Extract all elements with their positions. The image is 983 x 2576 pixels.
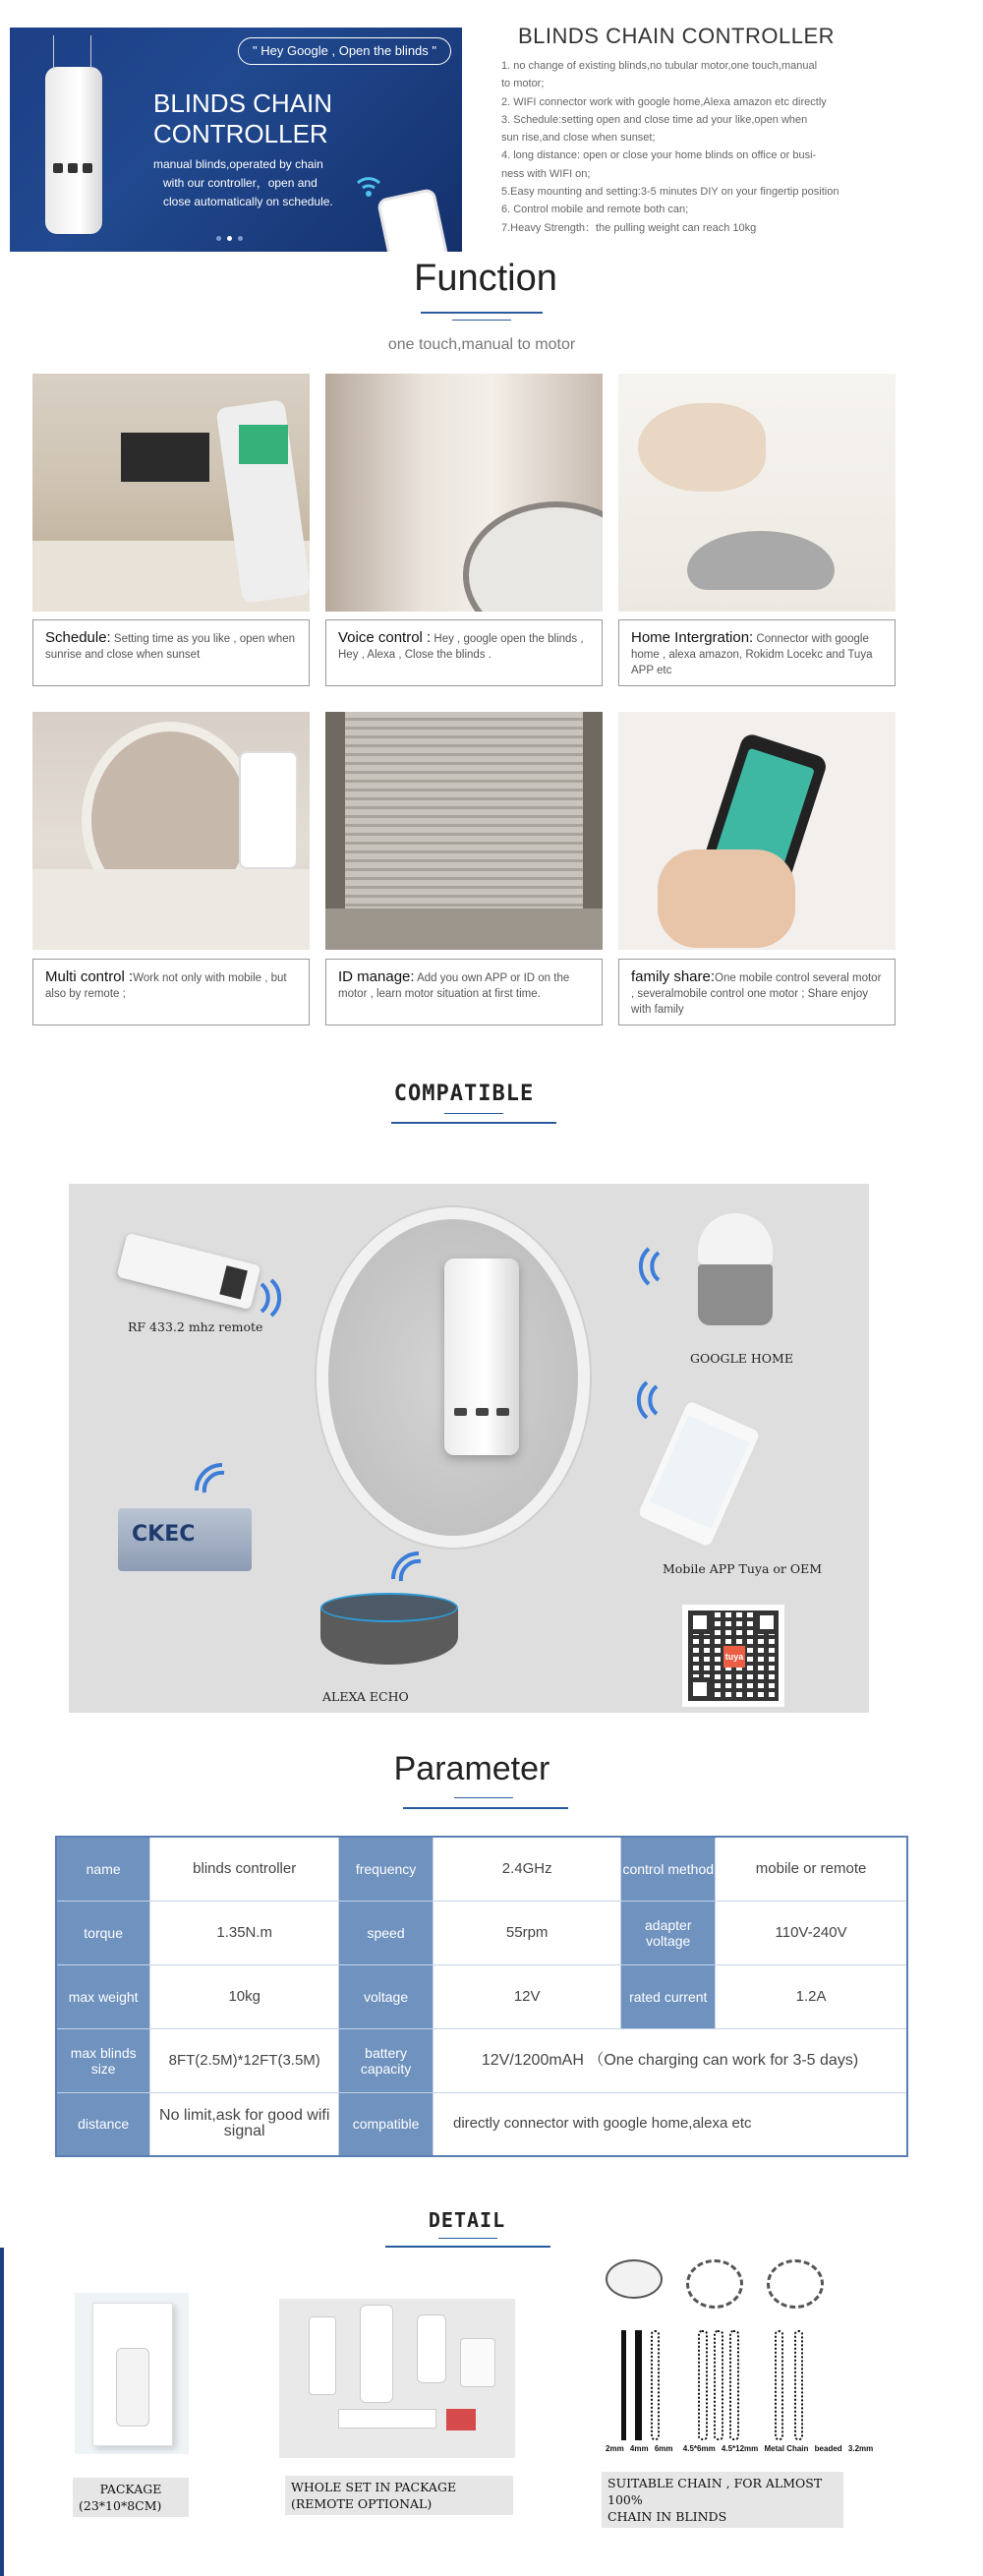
table-row: max blinds size 8FT(2.5M)*12FT(3.5M) battery capacity 12V/1200mAH （One charging can work for 3-5 days) (56, 2028, 907, 2092)
google-home-image (698, 1213, 773, 1329)
package-caption: PACKAGE (23*10*8CM) (73, 2478, 189, 2517)
function-heading: Function (414, 258, 557, 299)
table-row: distance No limit,ask for good wifi signal compatible directly connector with google home,alexa etc (56, 2092, 907, 2156)
id-manage-image (325, 712, 603, 950)
function-subheading: one touch,manual to motor (387, 336, 576, 353)
whole-set-caption: WHOLE SET IN PACKAGE (REMOTE OPTIONAL) (285, 2476, 513, 2515)
function-underline (421, 312, 543, 314)
family-share-caption: family share:One mobile control several motor , severalmobile control one motor ; Share enjoy with family (618, 959, 896, 1025)
controller-device-image (45, 67, 102, 234)
home-integration-caption: Home Intergration: Connector with google home , alexa amazon, Rokidm Locekc and Tuya APP etc (618, 619, 896, 686)
alexa-label: ALEXA ECHO (322, 1689, 409, 1704)
parameter-heading: Parameter (393, 1750, 550, 1787)
signal-icon (256, 1278, 289, 1317)
parameter-table (55, 1836, 908, 2157)
spec-list: 1. no change of existing blinds,no tubular motor,one touch,manual to motor; 2. WIFI connector work with google home,Alexa amazon etc directly 3. Schedule:setting open and close time ad your like,open when sun rise,and close when sunset; 4. long distance: open or close your home blinds on office or busi- ness with WIFI on; 5.Easy mounting and setting:3-5 minutes DIY on your fingertip position 6. Control mobile and remote both can; 7.Heavy Strength：the pulling weight can reach 10kg (501, 60, 839, 234)
chain-types-image: 2mm 4mm 6mm 4.5*6mm 4.5*12mm Metal Chain beaded 3.2mm (602, 2257, 857, 2464)
hero-description: manual blinds,operated by chain with our controller，open and close automatically on schedule. (153, 157, 333, 208)
table-row: torque 1.35N.m speed 55rpm adapter voltage 110V-240V (56, 1901, 907, 1964)
signal-icon (389, 1546, 429, 1585)
compatible-heading: COMPATIBLE (393, 1082, 535, 1106)
signal-icon (629, 1380, 663, 1420)
voice-control-image (325, 374, 603, 612)
hero-title: BLINDS CHAIN CONTROLLER (153, 88, 333, 148)
remote-label: RF 433.2 mhz remote (128, 1319, 263, 1334)
home-integration-image (618, 374, 896, 612)
multi-control-image (32, 712, 310, 950)
phone-image (376, 188, 453, 252)
whole-set-image (279, 2299, 515, 2458)
signal-icon (193, 1457, 232, 1496)
carousel-dots[interactable] (216, 236, 243, 241)
chain-caption: SUITABLE CHAIN , FOR ALMOST 100% CHAIN IN BLINDS (602, 2472, 843, 2528)
table-row: name blinds controller frequency 2.4GHz control method mobile or remote (56, 1837, 907, 1901)
remote-image (117, 1233, 261, 1311)
alexa-echo-image (320, 1593, 458, 1671)
controller-device-image (444, 1259, 519, 1455)
signal-icon (631, 1247, 665, 1286)
compatible-panel (69, 1184, 869, 1713)
tuya-logo: tuya (723, 1646, 745, 1668)
google-home-label: GOOGLE HOME (690, 1351, 793, 1366)
living-room-image (32, 374, 310, 612)
detail-heading: DETAIL (428, 2208, 506, 2232)
id-manage-caption: ID manage: Add you own APP or ID on the motor , learn motor situation at first time. (325, 959, 603, 1025)
spec-title: BLINDS CHAIN CONTROLLER (518, 24, 836, 48)
ckec-logo: CKEC (118, 1508, 252, 1571)
package-image (75, 2293, 189, 2454)
mobile-app-label: Mobile APP Tuya or OEM (663, 1561, 823, 1576)
table-row: max weight 10kg voltage 12V rated current 1.2A (56, 1964, 907, 2028)
family-share-image (618, 712, 896, 950)
schedule-caption: Schedule: Setting time as you like , open when sunrise and close when sunset (32, 619, 310, 686)
hero-speech-bubble: " Hey Google , Open the blinds " (238, 37, 451, 65)
voice-control-caption: Voice control : Hey , google open the blinds , Hey , Alexa , Close the blinds . (325, 619, 603, 686)
qr-code[interactable] (682, 1605, 784, 1707)
multi-control-caption: Multi control :Work not only with mobile , but also by remote ; (32, 959, 310, 1025)
hero-banner (10, 28, 462, 252)
wifi-icon (354, 173, 383, 203)
